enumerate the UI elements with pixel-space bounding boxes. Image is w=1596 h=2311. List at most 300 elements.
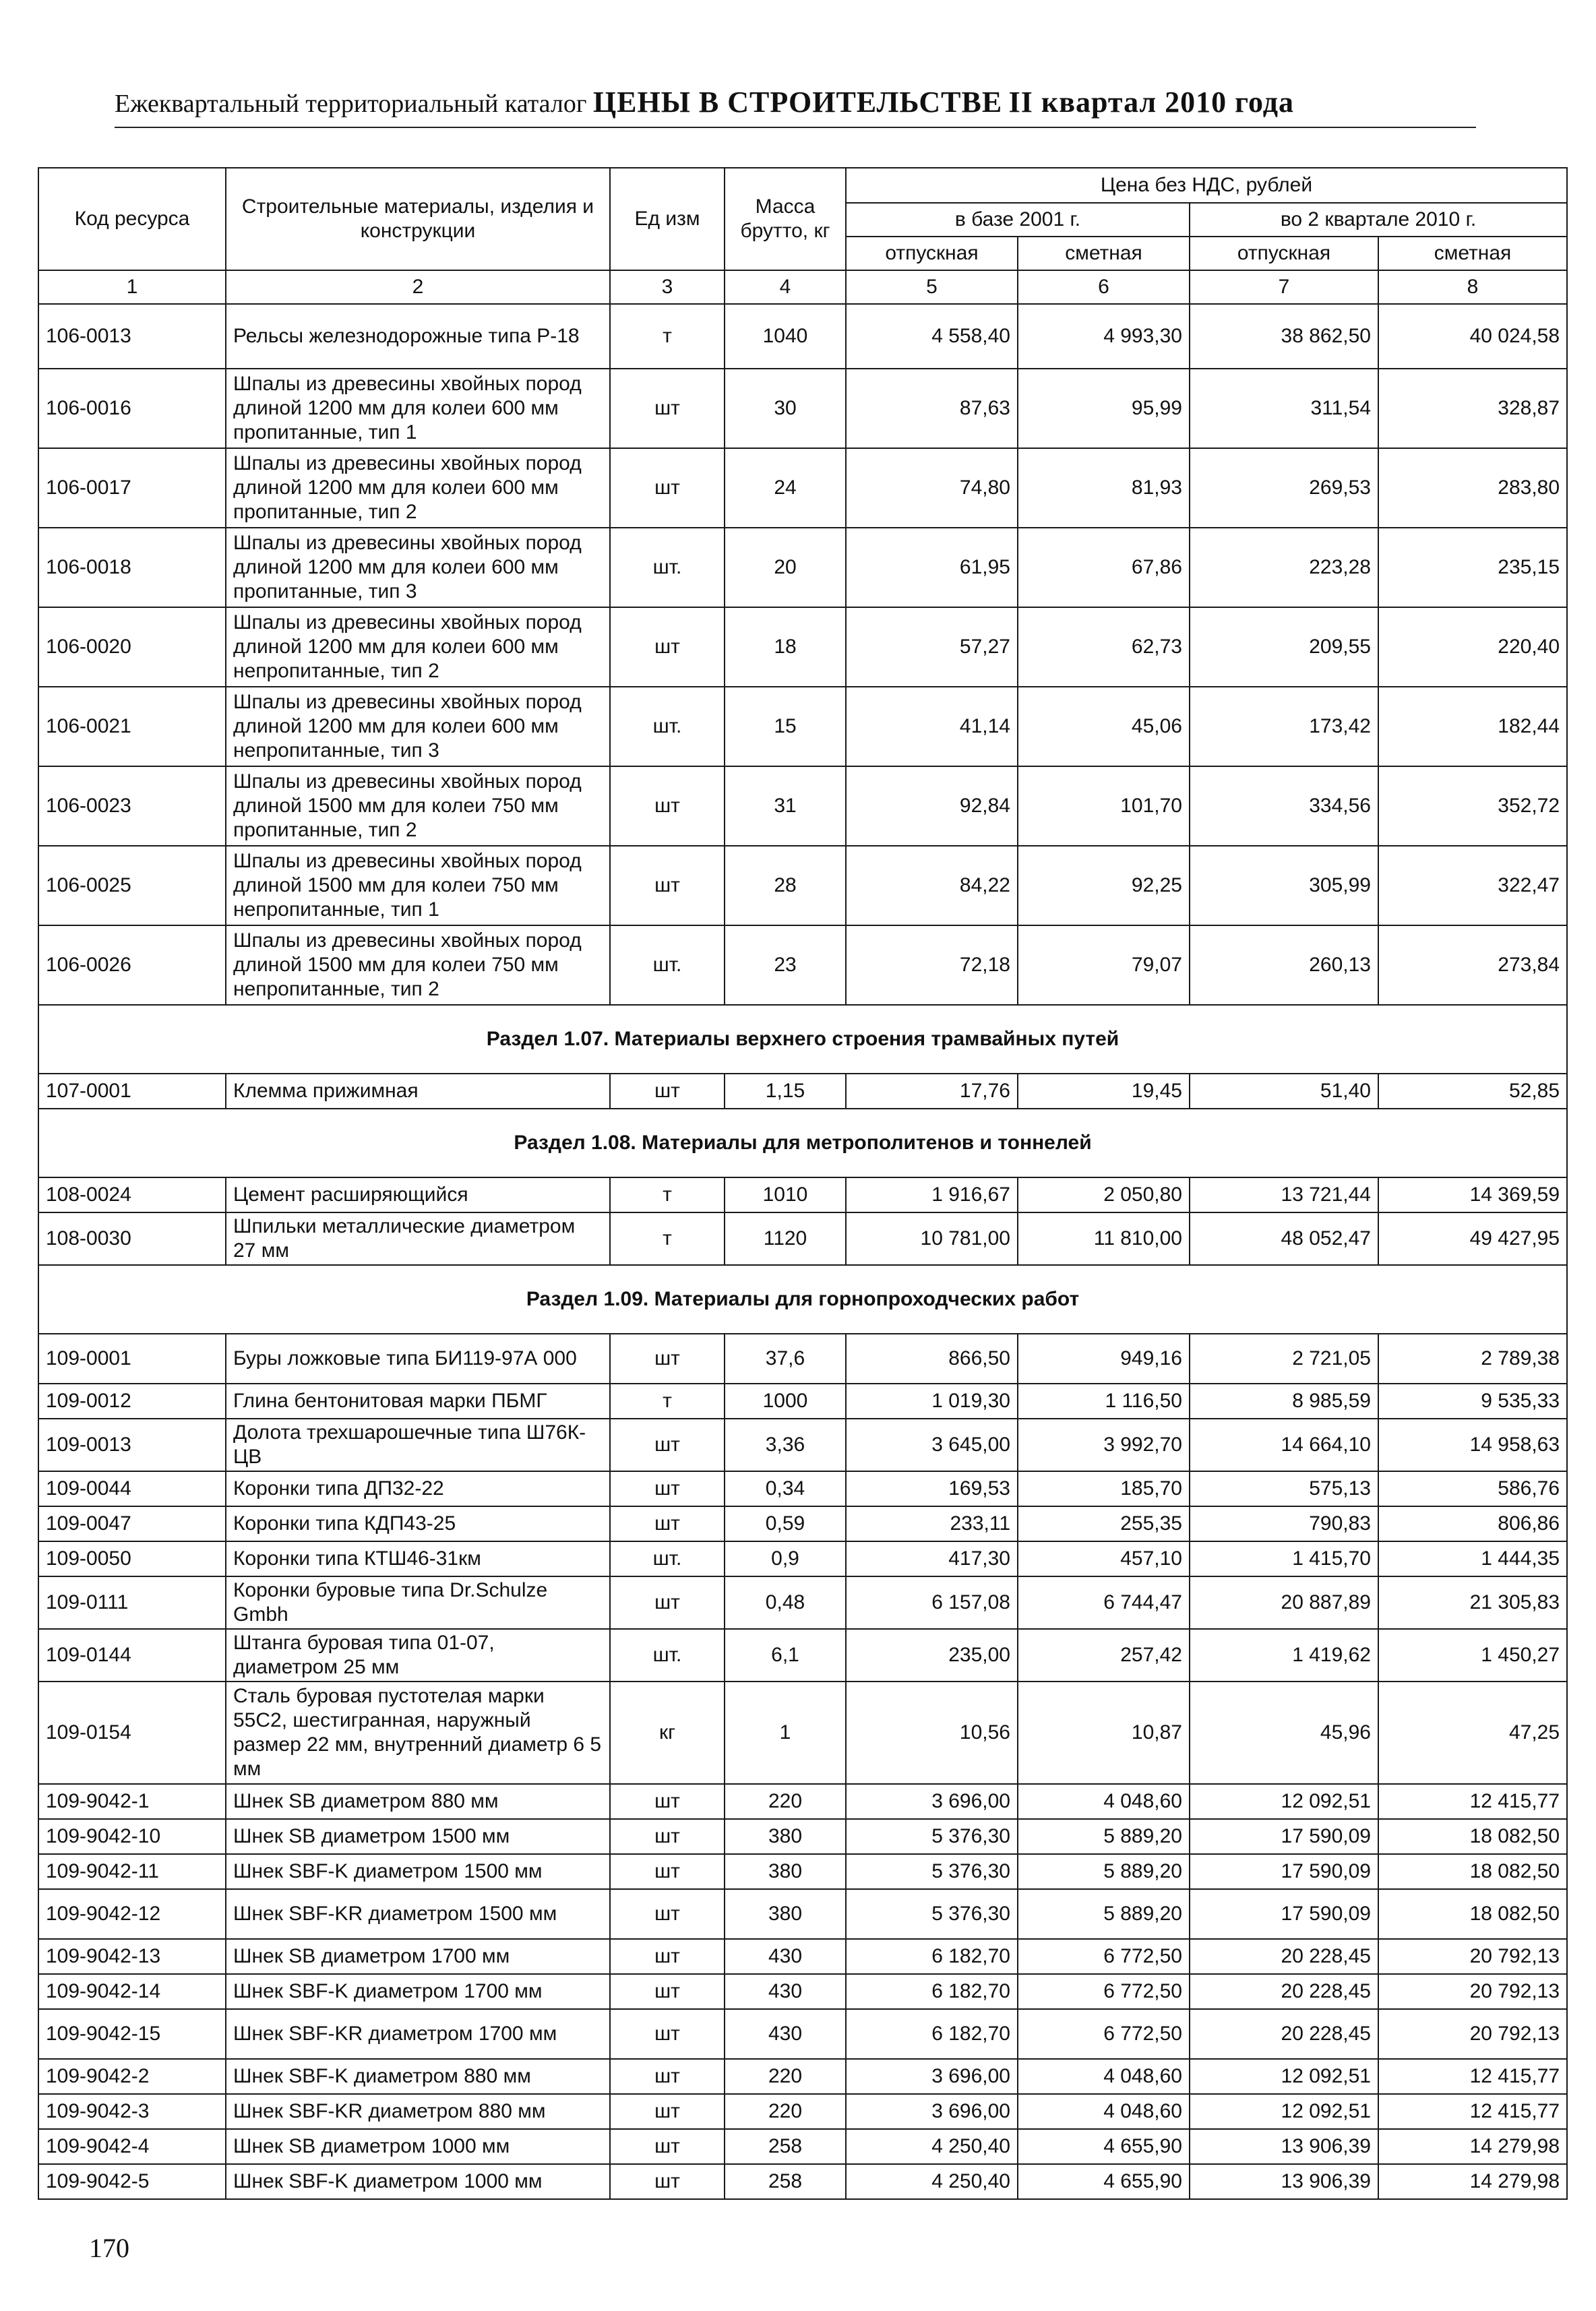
cell-price-estimate-q2: 52,85 — [1378, 1074, 1567, 1109]
table-row — [38, 2164, 1567, 2199]
table-row — [38, 369, 1567, 448]
cell-price-estimate-base: 4 655,90 — [1018, 2164, 1190, 2199]
cell-unit: т — [610, 1212, 725, 1265]
cell-price-wholesale-base: 4 250,40 — [846, 2129, 1018, 2164]
cell-code: 109-9042-10 — [38, 1819, 226, 1854]
cell-price-estimate-q2: 9 535,33 — [1378, 1384, 1567, 1419]
cell-mass: 3,36 — [725, 1419, 846, 1471]
cell-material: Шпалы из древесины хвойных пород длиной 1500 мм для колеи 750 мм пропитанные, тип 2 — [226, 766, 610, 846]
cell-code: 109-0013 — [38, 1419, 226, 1471]
cell-material: Буры ложковые типа БИ119-97А 000 — [226, 1334, 610, 1384]
section-row — [38, 1005, 1567, 1074]
cell-material: Шнек SBF-KR диаметром 1500 мм — [226, 1889, 610, 1939]
cell-price-wholesale-base: 233,11 — [846, 1506, 1018, 1541]
table-row — [38, 607, 1567, 687]
cell-unit: шт — [610, 2059, 725, 2094]
cell-mass: 37,6 — [725, 1334, 846, 1384]
cell-code: 109-0012 — [38, 1384, 226, 1419]
cell-price-estimate-q2: 18 082,50 — [1378, 1889, 1567, 1939]
table-body — [38, 304, 1567, 2199]
cell-code: 109-0044 — [38, 1471, 226, 1506]
cell-unit: шт — [610, 2094, 725, 2129]
cell-code: 106-0018 — [38, 528, 226, 607]
cell-price-estimate-q2: 806,86 — [1378, 1506, 1567, 1541]
cell-material: Шпалы из древесины хвойных пород длиной 1200 мм для колеи 600 мм непропитанные, тип 3 — [226, 687, 610, 766]
cell-price-estimate-q2: 40 024,58 — [1378, 304, 1567, 369]
cell-mass: 0,48 — [725, 1576, 846, 1629]
cell-unit: т — [610, 1177, 725, 1212]
price-table — [38, 167, 1568, 2200]
cell-code: 109-0050 — [38, 1541, 226, 1576]
table-header — [38, 168, 1567, 304]
cell-mass: 18 — [725, 607, 846, 687]
cell-price-estimate-q2: 220,40 — [1378, 607, 1567, 687]
cell-price-wholesale-q2: 45,96 — [1190, 1682, 1378, 1784]
table-row — [38, 1576, 1567, 1629]
section-row — [38, 1109, 1567, 1177]
cell-price-estimate-base: 6 772,50 — [1018, 1939, 1190, 1974]
cell-unit: т — [610, 304, 725, 369]
table-row — [38, 2059, 1567, 2094]
column-number: 1 — [38, 270, 226, 304]
cell-mass: 15 — [725, 687, 846, 766]
col-header-unit: Ед изм — [610, 168, 725, 270]
cell-price-wholesale-base: 5 376,30 — [846, 1819, 1018, 1854]
cell-code: 108-0030 — [38, 1212, 226, 1265]
cell-price-wholesale-q2: 790,83 — [1190, 1506, 1378, 1541]
column-numbers-row — [38, 270, 1567, 304]
table-row — [38, 528, 1567, 607]
column-number: 2 — [226, 270, 610, 304]
cell-unit: шт — [610, 1784, 725, 1819]
cell-mass: 24 — [725, 448, 846, 528]
cell-price-wholesale-q2: 13 721,44 — [1190, 1177, 1378, 1212]
cell-price-wholesale-base: 3 696,00 — [846, 1784, 1018, 1819]
cell-price-wholesale-base: 235,00 — [846, 1629, 1018, 1682]
cell-price-estimate-base: 457,10 — [1018, 1541, 1190, 1576]
table-row — [38, 687, 1567, 766]
cell-price-wholesale-q2: 17 590,09 — [1190, 1854, 1378, 1889]
cell-price-estimate-base: 1 116,50 — [1018, 1384, 1190, 1419]
cell-price-wholesale-q2: 8 985,59 — [1190, 1384, 1378, 1419]
table-row — [38, 1889, 1567, 1939]
cell-unit: шт — [610, 1074, 725, 1109]
cell-price-estimate-base: 67,86 — [1018, 528, 1190, 607]
cell-price-wholesale-q2: 12 092,51 — [1190, 1784, 1378, 1819]
cell-price-estimate-base: 62,73 — [1018, 607, 1190, 687]
cell-price-wholesale-base: 61,95 — [846, 528, 1018, 607]
cell-mass: 380 — [725, 1819, 846, 1854]
cell-mass: 220 — [725, 1784, 846, 1819]
cell-price-wholesale-q2: 20 887,89 — [1190, 1576, 1378, 1629]
cell-code: 109-0144 — [38, 1629, 226, 1682]
cell-unit: шт. — [610, 687, 725, 766]
cell-price-estimate-q2: 14 958,63 — [1378, 1419, 1567, 1471]
cell-price-estimate-q2: 12 415,77 — [1378, 2059, 1567, 2094]
cell-code: 108-0024 — [38, 1177, 226, 1212]
cell-price-wholesale-q2: 51,40 — [1190, 1074, 1378, 1109]
cell-unit: шт — [610, 1576, 725, 1629]
cell-material: Рельсы железнодорожные типа Р-18 — [226, 304, 610, 369]
header-title: ЦЕНЫ В СТРОИТЕЛЬСТВЕ — [592, 86, 1003, 119]
cell-price-wholesale-q2: 1 415,70 — [1190, 1541, 1378, 1576]
cell-code: 109-0001 — [38, 1334, 226, 1384]
cell-price-estimate-base: 5 889,20 — [1018, 1854, 1190, 1889]
cell-code: 109-9042-3 — [38, 2094, 226, 2129]
cell-material: Шпильки металлические диаметром 27 мм — [226, 1212, 610, 1265]
cell-price-estimate-base: 95,99 — [1018, 369, 1190, 448]
cell-price-estimate-q2: 1 450,27 — [1378, 1629, 1567, 1682]
cell-price-wholesale-base: 74,80 — [846, 448, 1018, 528]
cell-price-estimate-q2: 273,84 — [1378, 925, 1567, 1005]
cell-price-estimate-q2: 235,15 — [1378, 528, 1567, 607]
table-row — [38, 1819, 1567, 1854]
table-row — [38, 846, 1567, 925]
cell-price-estimate-base: 101,70 — [1018, 766, 1190, 846]
cell-price-wholesale-base: 1 916,67 — [846, 1177, 1018, 1212]
cell-price-estimate-q2: 18 082,50 — [1378, 1854, 1567, 1889]
cell-price-wholesale-q2: 575,13 — [1190, 1471, 1378, 1506]
col-header-estimate-q2: сметная — [1378, 237, 1567, 270]
cell-price-wholesale-q2: 12 092,51 — [1190, 2059, 1378, 2094]
cell-code: 109-9042-4 — [38, 2129, 226, 2164]
cell-code: 109-0047 — [38, 1506, 226, 1541]
cell-price-estimate-base: 4 993,30 — [1018, 304, 1190, 369]
cell-code: 109-9042-14 — [38, 1974, 226, 2009]
cell-price-estimate-q2: 328,87 — [1378, 369, 1567, 448]
column-number: 7 — [1190, 270, 1378, 304]
column-number: 3 — [610, 270, 725, 304]
section-row — [38, 1265, 1567, 1334]
cell-code: 106-0017 — [38, 448, 226, 528]
cell-price-wholesale-base: 57,27 — [846, 607, 1018, 687]
cell-mass: 1120 — [725, 1212, 846, 1265]
cell-price-wholesale-base: 3 696,00 — [846, 2094, 1018, 2129]
cell-price-wholesale-base: 5 376,30 — [846, 1889, 1018, 1939]
cell-price-wholesale-base: 3 645,00 — [846, 1419, 1018, 1471]
cell-material: Шпалы из древесины хвойных пород длиной 1200 мм для колеи 600 мм пропитанные, тип 2 — [226, 448, 610, 528]
cell-price-estimate-base: 4 048,60 — [1018, 1784, 1190, 1819]
cell-unit: шт. — [610, 1541, 725, 1576]
cell-code: 106-0023 — [38, 766, 226, 846]
cell-code: 109-9042-1 — [38, 1784, 226, 1819]
cell-unit: шт — [610, 846, 725, 925]
cell-material: Шнек SBF-K диаметром 1700 мм — [226, 1974, 610, 2009]
cell-price-estimate-base: 255,35 — [1018, 1506, 1190, 1541]
cell-unit: шт — [610, 369, 725, 448]
cell-price-wholesale-base: 4 250,40 — [846, 2164, 1018, 2199]
col-header-wholesale-base: отпускная — [846, 237, 1018, 270]
cell-code: 106-0013 — [38, 304, 226, 369]
cell-price-wholesale-base: 72,18 — [846, 925, 1018, 1005]
table-row — [38, 1682, 1567, 1784]
cell-mass: 6,1 — [725, 1629, 846, 1682]
cell-price-estimate-base: 185,70 — [1018, 1471, 1190, 1506]
cell-material: Цемент расширяющийся — [226, 1177, 610, 1212]
cell-price-wholesale-base: 10,56 — [846, 1682, 1018, 1784]
cell-price-wholesale-base: 866,50 — [846, 1334, 1018, 1384]
cell-material: Сталь буровая пустотелая марки 55С2, шестигранная, наружный размер 22 мм, внутренний диаметр 6 5 мм — [226, 1682, 610, 1784]
section-title: Раздел 1.07. Материалы верхнего строения трамвайных путей — [38, 1005, 1567, 1074]
cell-material: Шнек SB диаметром 1500 мм — [226, 1819, 610, 1854]
cell-price-estimate-base: 45,06 — [1018, 687, 1190, 766]
cell-price-wholesale-q2: 20 228,45 — [1190, 1939, 1378, 1974]
cell-price-estimate-base: 2 050,80 — [1018, 1177, 1190, 1212]
cell-price-wholesale-base: 6 157,08 — [846, 1576, 1018, 1629]
cell-material: Шнек SB диаметром 1700 мм — [226, 1939, 610, 1974]
cell-price-estimate-q2: 14 279,98 — [1378, 2164, 1567, 2199]
cell-unit: шт — [610, 2129, 725, 2164]
column-number: 5 — [846, 270, 1018, 304]
cell-material: Коронки типа КТШ46-31км — [226, 1541, 610, 1576]
table-row — [38, 1784, 1567, 1819]
cell-mass: 1,15 — [725, 1074, 846, 1109]
cell-price-wholesale-q2: 14 664,10 — [1190, 1419, 1378, 1471]
cell-price-wholesale-q2: 17 590,09 — [1190, 1819, 1378, 1854]
table-row — [38, 766, 1567, 846]
cell-price-estimate-q2: 12 415,77 — [1378, 1784, 1567, 1819]
cell-price-wholesale-base: 169,53 — [846, 1471, 1018, 1506]
cell-code: 109-0154 — [38, 1682, 226, 1784]
cell-price-estimate-q2: 18 082,50 — [1378, 1819, 1567, 1854]
table-row — [38, 1212, 1567, 1265]
cell-price-wholesale-q2: 13 906,39 — [1190, 2129, 1378, 2164]
cell-price-estimate-q2: 2 789,38 — [1378, 1334, 1567, 1384]
table-row — [38, 1939, 1567, 1974]
cell-price-wholesale-q2: 38 862,50 — [1190, 304, 1378, 369]
cell-material: Долота трехшарошечные типа Ш76К-ЦВ — [226, 1419, 610, 1471]
cell-price-estimate-base: 4 655,90 — [1018, 2129, 1190, 2164]
cell-unit: т — [610, 1384, 725, 1419]
cell-material: Шпалы из древесины хвойных пород длиной 1200 мм для колеи 600 мм пропитанные, тип 3 — [226, 528, 610, 607]
cell-price-estimate-q2: 322,47 — [1378, 846, 1567, 925]
cell-unit: шт — [610, 2164, 725, 2199]
cell-unit: шт — [610, 1974, 725, 2009]
table-row — [38, 1177, 1567, 1212]
cell-price-wholesale-q2: 223,28 — [1190, 528, 1378, 607]
cell-mass: 0,59 — [725, 1506, 846, 1541]
cell-material: Шпалы из древесины хвойных пород длиной 1200 мм для колеи 600 мм пропитанные, тип 1 — [226, 369, 610, 448]
cell-price-wholesale-base: 417,30 — [846, 1541, 1018, 1576]
header-suffix: II квартал 2010 года — [1008, 86, 1295, 119]
cell-mass: 258 — [725, 2129, 846, 2164]
cell-price-estimate-base: 92,25 — [1018, 846, 1190, 925]
cell-price-wholesale-q2: 12 092,51 — [1190, 2094, 1378, 2129]
cell-material: Глина бентонитовая марки ПБМГ — [226, 1384, 610, 1419]
column-number: 6 — [1018, 270, 1190, 304]
cell-material: Шнек SBF-KR диаметром 880 мм — [226, 2094, 610, 2129]
cell-mass: 0,34 — [725, 1471, 846, 1506]
page-number: 170 — [89, 2233, 129, 2263]
cell-price-wholesale-base: 4 558,40 — [846, 304, 1018, 369]
cell-mass: 220 — [725, 2094, 846, 2129]
cell-mass: 31 — [725, 766, 846, 846]
col-header-base-2001: в базе 2001 г. — [846, 203, 1190, 237]
cell-mass: 258 — [725, 2164, 846, 2199]
col-header-mass: Масса брутто, кг — [725, 168, 846, 270]
cell-unit: кг — [610, 1682, 725, 1784]
cell-price-estimate-q2: 1 444,35 — [1378, 1541, 1567, 1576]
cell-price-estimate-q2: 14 369,59 — [1378, 1177, 1567, 1212]
cell-price-estimate-base: 19,45 — [1018, 1074, 1190, 1109]
cell-price-wholesale-base: 41,14 — [846, 687, 1018, 766]
page-header — [115, 86, 1476, 120]
cell-price-estimate-base: 6 772,50 — [1018, 2009, 1190, 2059]
cell-price-estimate-base: 4 048,60 — [1018, 2059, 1190, 2094]
cell-code: 109-9042-13 — [38, 1939, 226, 1974]
cell-price-estimate-base: 5 889,20 — [1018, 1889, 1190, 1939]
cell-mass: 28 — [725, 846, 846, 925]
cell-price-estimate-q2: 14 279,98 — [1378, 2129, 1567, 2164]
cell-price-estimate-base: 11 810,00 — [1018, 1212, 1190, 1265]
cell-price-wholesale-q2: 2 721,05 — [1190, 1334, 1378, 1384]
section-title: Раздел 1.08. Материалы для метрополитенов и тоннелей — [38, 1109, 1567, 1177]
table-row — [38, 1629, 1567, 1682]
cell-unit: шт — [610, 1889, 725, 1939]
cell-material: Коронки буровые типа Dr.Schulze Gmbh — [226, 1576, 610, 1629]
cell-price-wholesale-q2: 1 419,62 — [1190, 1629, 1378, 1682]
cell-price-estimate-q2: 47,25 — [1378, 1682, 1567, 1784]
table-row — [38, 1384, 1567, 1419]
cell-code: 106-0026 — [38, 925, 226, 1005]
cell-code: 109-0111 — [38, 1576, 226, 1629]
cell-price-estimate-q2: 20 792,13 — [1378, 2009, 1567, 2059]
cell-price-estimate-base: 6 744,47 — [1018, 1576, 1190, 1629]
cell-code: 106-0020 — [38, 607, 226, 687]
cell-price-wholesale-q2: 209,55 — [1190, 607, 1378, 687]
table-row — [38, 2009, 1567, 2059]
cell-price-wholesale-q2: 20 228,45 — [1190, 1974, 1378, 2009]
cell-price-wholesale-base: 6 182,70 — [846, 1974, 1018, 2009]
cell-mass: 430 — [725, 1974, 846, 2009]
cell-price-wholesale-base: 6 182,70 — [846, 2009, 1018, 2059]
cell-price-estimate-q2: 20 792,13 — [1378, 1939, 1567, 1974]
table-row — [38, 925, 1567, 1005]
cell-material: Шнек SBF-K диаметром 1000 мм — [226, 2164, 610, 2199]
column-number: 8 — [1378, 270, 1567, 304]
cell-code: 106-0021 — [38, 687, 226, 766]
col-header-material: Строительные материалы, изделия и конструкции — [226, 168, 610, 270]
table-row — [38, 304, 1567, 369]
cell-material: Шпалы из древесины хвойных пород длиной 1200 мм для колеи 600 мм непропитанные, тип 2 — [226, 607, 610, 687]
cell-mass: 380 — [725, 1854, 846, 1889]
cell-unit: шт — [610, 1819, 725, 1854]
table-row — [38, 1854, 1567, 1889]
table-row — [38, 1506, 1567, 1541]
table-row — [38, 1974, 1567, 2009]
cell-mass: 220 — [725, 2059, 846, 2094]
cell-price-estimate-q2: 21 305,83 — [1378, 1576, 1567, 1629]
cell-material: Шнек SBF-K диаметром 1500 мм — [226, 1854, 610, 1889]
table-row — [38, 1074, 1567, 1109]
table-row — [38, 1471, 1567, 1506]
table-row — [38, 2094, 1567, 2129]
cell-code: 106-0016 — [38, 369, 226, 448]
cell-material: Шнек SB диаметром 880 мм — [226, 1784, 610, 1819]
cell-code: 109-9042-2 — [38, 2059, 226, 2094]
cell-unit: шт — [610, 766, 725, 846]
column-number: 4 — [725, 270, 846, 304]
cell-price-estimate-base: 257,42 — [1018, 1629, 1190, 1682]
cell-unit: шт — [610, 1334, 725, 1384]
cell-price-wholesale-base: 17,76 — [846, 1074, 1018, 1109]
cell-mass: 30 — [725, 369, 846, 448]
cell-price-wholesale-base: 84,22 — [846, 846, 1018, 925]
col-header-wholesale-q2: отпускная — [1190, 237, 1378, 270]
table-row — [38, 448, 1567, 528]
cell-mass: 23 — [725, 925, 846, 1005]
cell-price-wholesale-base: 87,63 — [846, 369, 1018, 448]
cell-price-estimate-base: 81,93 — [1018, 448, 1190, 528]
cell-price-wholesale-q2: 334,56 — [1190, 766, 1378, 846]
cell-price-estimate-q2: 283,80 — [1378, 448, 1567, 528]
cell-mass: 430 — [725, 2009, 846, 2059]
cell-price-estimate-base: 3 992,70 — [1018, 1419, 1190, 1471]
cell-unit: шт. — [610, 1629, 725, 1682]
cell-price-estimate-base: 5 889,20 — [1018, 1819, 1190, 1854]
cell-price-wholesale-q2: 311,54 — [1190, 369, 1378, 448]
cell-mass: 1000 — [725, 1384, 846, 1419]
cell-code: 109-9042-5 — [38, 2164, 226, 2199]
cell-price-estimate-q2: 12 415,77 — [1378, 2094, 1567, 2129]
col-header-estimate-base: сметная — [1018, 237, 1190, 270]
cell-material: Клемма прижимная — [226, 1074, 610, 1109]
cell-price-wholesale-q2: 20 228,45 — [1190, 2009, 1378, 2059]
col-header-price: Цена без НДС, рублей — [846, 168, 1567, 203]
cell-price-wholesale-base: 92,84 — [846, 766, 1018, 846]
cell-unit: шт — [610, 2009, 725, 2059]
cell-price-wholesale-q2: 305,99 — [1190, 846, 1378, 925]
cell-price-wholesale-base: 1 019,30 — [846, 1384, 1018, 1419]
cell-material: Коронки типа ДП32-22 — [226, 1471, 610, 1506]
cell-code: 109-9042-15 — [38, 2009, 226, 2059]
cell-unit: шт — [610, 1506, 725, 1541]
cell-unit: шт — [610, 1419, 725, 1471]
cell-mass: 1040 — [725, 304, 846, 369]
cell-price-estimate-q2: 49 427,95 — [1378, 1212, 1567, 1265]
cell-code: 107-0001 — [38, 1074, 226, 1109]
cell-material: Шпалы из древесины хвойных пород длиной 1500 мм для колеи 750 мм непропитанные, тип 2 — [226, 925, 610, 1005]
cell-price-wholesale-base: 10 781,00 — [846, 1212, 1018, 1265]
cell-unit: шт — [610, 1854, 725, 1889]
cell-code: 109-9042-11 — [38, 1854, 226, 1889]
cell-mass: 0,9 — [725, 1541, 846, 1576]
cell-code: 109-9042-12 — [38, 1889, 226, 1939]
cell-material: Шпалы из древесины хвойных пород длиной 1500 мм для колеи 750 мм непропитанные, тип 1 — [226, 846, 610, 925]
cell-price-estimate-base: 79,07 — [1018, 925, 1190, 1005]
cell-mass: 20 — [725, 528, 846, 607]
cell-price-estimate-q2: 182,44 — [1378, 687, 1567, 766]
cell-unit: шт — [610, 607, 725, 687]
cell-price-wholesale-base: 5 376,30 — [846, 1854, 1018, 1889]
cell-code: 106-0025 — [38, 846, 226, 925]
section-title: Раздел 1.09. Материалы для горнопроходческих работ — [38, 1265, 1567, 1334]
cell-mass: 380 — [725, 1889, 846, 1939]
table-row — [38, 1541, 1567, 1576]
cell-price-wholesale-base: 3 696,00 — [846, 2059, 1018, 2094]
col-header-q2-2010: во 2 квартале 2010 г. — [1190, 203, 1567, 237]
cell-price-wholesale-q2: 260,13 — [1190, 925, 1378, 1005]
cell-unit: шт — [610, 1939, 725, 1974]
cell-material: Шнек SBF-K диаметром 880 мм — [226, 2059, 610, 2094]
col-header-code: Код ресурса — [38, 168, 226, 270]
table-row — [38, 1419, 1567, 1471]
cell-mass: 1010 — [725, 1177, 846, 1212]
cell-price-wholesale-base: 6 182,70 — [846, 1939, 1018, 1974]
cell-mass: 430 — [725, 1939, 846, 1974]
cell-price-wholesale-q2: 269,53 — [1190, 448, 1378, 528]
cell-price-wholesale-q2: 13 906,39 — [1190, 2164, 1378, 2199]
